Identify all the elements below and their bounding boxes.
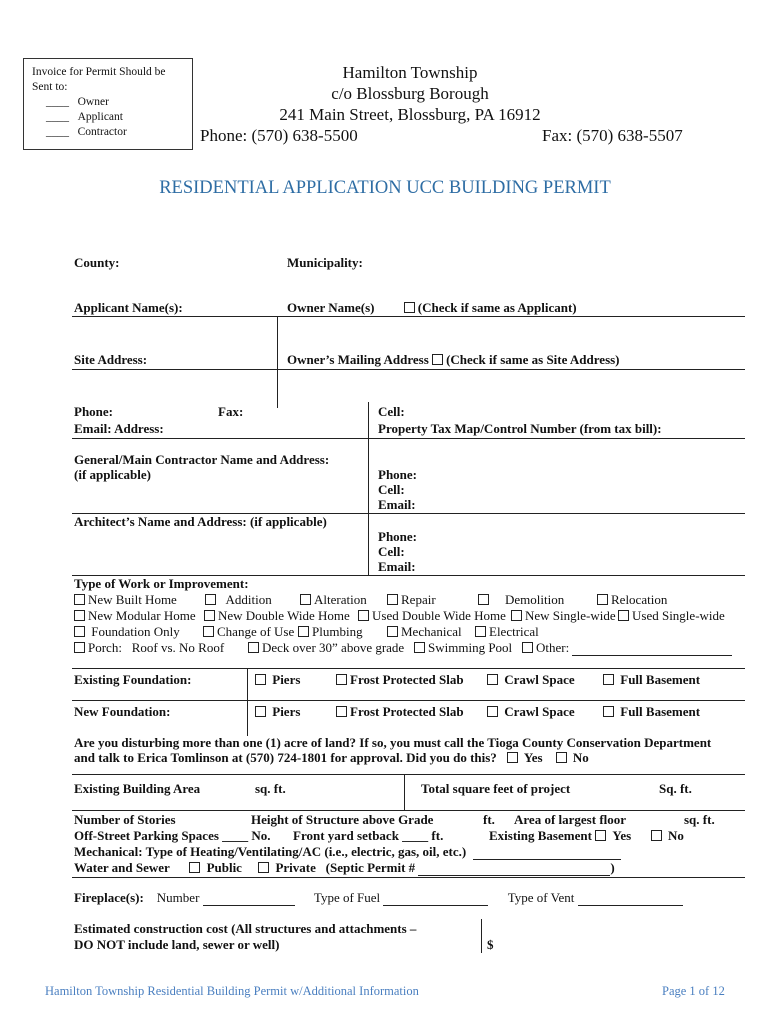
work-repair[interactable] <box>387 592 436 608</box>
checkbox[interactable] <box>603 706 614 717</box>
existing-foundation-basement[interactable] <box>603 672 700 688</box>
checkbox[interactable] <box>204 610 215 621</box>
work-pool[interactable] <box>414 640 512 656</box>
basement-no-label: No <box>667 828 684 843</box>
divider <box>481 919 482 953</box>
work-other[interactable] <box>522 640 732 656</box>
contractor-email-label: Email: <box>378 497 416 512</box>
work-plumbing[interactable] <box>298 624 363 640</box>
basement-yes-checkbox[interactable] <box>595 830 606 841</box>
invoice-option-label: Contractor <box>77 126 127 138</box>
existing-foundation-label: Existing Foundation: <box>74 672 192 687</box>
checkbox[interactable] <box>618 610 629 621</box>
architect-email-label: Email: <box>378 559 416 574</box>
basement-label: Existing Basement <box>489 828 592 843</box>
checkbox[interactable] <box>475 626 486 637</box>
new-foundation-basement[interactable] <box>603 704 700 720</box>
county-label: County: <box>74 255 120 270</box>
work-option-label: Foundation Only <box>91 624 180 639</box>
new-foundation-label: New Foundation: <box>74 704 171 719</box>
footer-page-number: Page 1 of 12 <box>662 984 725 998</box>
contractor-cell-label: Cell: <box>378 482 405 497</box>
fireplace-fuel-label: Type of Fuel <box>313 890 381 905</box>
checkbox[interactable] <box>300 594 311 605</box>
work-option-label: Electrical <box>489 624 539 639</box>
basement-no-checkbox[interactable] <box>651 830 662 841</box>
contractor-phone-label: Phone: <box>378 467 417 482</box>
fireplace-label: Fireplace(s): <box>74 890 144 905</box>
divider <box>72 316 745 317</box>
checkbox[interactable] <box>522 642 533 653</box>
stories-label: Number of Stories <box>74 812 176 827</box>
fireplace-fuel-input[interactable] <box>383 905 488 906</box>
owner-mailing-label: Owner’s Mailing Address <box>287 352 429 367</box>
divider <box>72 877 745 878</box>
header-care-of: c/o Blossburg Borough <box>331 84 489 103</box>
mailing-same-checkbox[interactable] <box>432 354 443 365</box>
contractor-applicable: (if applicable) <box>74 467 151 482</box>
foundation-option-label: Full Basement <box>620 704 701 719</box>
total-sqft-label: Total square feet of project <box>421 781 571 796</box>
septic-paren: ) <box>610 860 615 875</box>
land-yes-label: Yes <box>523 750 543 765</box>
cost-line1: Estimated construction cost (All structures and attachments – <box>74 921 417 936</box>
foundation-option-label: Full Basement <box>620 672 701 687</box>
work-demolition[interactable] <box>478 592 564 608</box>
invoice-line1: Invoice for Permit Should be <box>32 66 166 78</box>
work-electrical[interactable] <box>475 624 539 640</box>
divider <box>72 774 745 775</box>
footer-title: Hamilton Township Residential Building Permit w/Additional Information <box>45 984 419 998</box>
fireplace-number-label: Number <box>156 890 200 905</box>
work-foundation-only[interactable] <box>74 624 180 640</box>
work-porch[interactable] <box>74 640 224 656</box>
architect-label: Architect’s Name and Address: (if applicable) <box>74 514 327 529</box>
divider <box>404 774 405 810</box>
divider <box>277 316 278 408</box>
divider <box>72 369 745 370</box>
work-new-single-wide[interactable] <box>511 608 616 624</box>
checkbox[interactable] <box>358 610 369 621</box>
work-option-label: Plumbing <box>312 624 363 639</box>
architect-phone-label: Phone: <box>378 529 417 544</box>
site-address-label: Site Address: <box>74 352 148 367</box>
divider <box>247 668 248 736</box>
checkbox[interactable] <box>205 594 216 605</box>
land-line2 <box>74 750 589 766</box>
public-label: Public <box>206 860 242 875</box>
foundation-option-label: Piers <box>272 704 301 719</box>
water-sewer-field <box>74 860 615 876</box>
owner-same-checkbox[interactable] <box>404 302 415 313</box>
checkbox[interactable] <box>298 626 309 637</box>
email-label: Email: Address: <box>74 421 164 436</box>
work-new-built-home[interactable] <box>74 592 177 608</box>
other-input-line[interactable] <box>572 655 732 656</box>
checkbox[interactable] <box>603 674 614 685</box>
work-relocation[interactable] <box>597 592 667 608</box>
private-label: Private <box>275 860 316 875</box>
checkbox[interactable] <box>487 674 498 685</box>
basement-field <box>489 828 684 844</box>
cost-dollar: $ <box>487 937 494 952</box>
foundation-option-label: Frost Protected Slab <box>350 672 464 687</box>
invoice-blank: ____ <box>46 96 69 108</box>
work-roof-label: Roof vs. No Roof <box>131 640 225 655</box>
water-label: Water and Sewer <box>74 860 170 875</box>
work-option-label: Swimming Pool <box>428 640 513 655</box>
mechanical-label: Mechanical: Type of Heating/Ventilating/AC (i.e., electric, gas, oil, etc.) <box>74 844 467 859</box>
page-title: RESIDENTIAL APPLICATION UCC BUILDING PERMIT <box>159 178 611 198</box>
invoice-blank: ____ <box>46 126 69 138</box>
checkbox[interactable] <box>597 594 608 605</box>
work-option-label: Addition <box>225 592 272 607</box>
new-foundation-slab[interactable] <box>336 704 464 720</box>
mechanical-field <box>74 844 621 860</box>
applicant-name-label: Applicant Name(s): <box>74 300 183 315</box>
land-no-label: No <box>572 750 589 765</box>
divider <box>72 438 745 439</box>
fireplace-row <box>74 890 683 906</box>
septic-input-line[interactable] <box>418 875 610 876</box>
work-new-modular-home[interactable] <box>74 608 196 624</box>
checkbox[interactable] <box>74 642 85 653</box>
checkbox[interactable] <box>387 594 398 605</box>
checkbox[interactable] <box>387 626 398 637</box>
existing-area-label: Existing Building Area <box>74 781 201 796</box>
invoice-line2: Sent to: <box>32 81 68 93</box>
work-option-label: New Built Home <box>88 592 177 607</box>
new-foundation-piers[interactable] <box>255 704 300 720</box>
owner-name-label: Owner Name(s) <box>287 300 375 315</box>
work-used-single-wide[interactable] <box>618 608 725 624</box>
work-option-label: Other: <box>536 640 570 655</box>
foundation-option-label: Frost Protected Slab <box>350 704 464 719</box>
invoice-option-contractor[interactable] <box>32 125 184 140</box>
land-yes-checkbox[interactable] <box>507 752 518 763</box>
septic-label: (Septic Permit # <box>325 860 416 875</box>
work-option-label: Porch: <box>88 640 122 655</box>
parking-label: Off-Street Parking Spaces ____ No. <box>74 828 271 843</box>
land-no-checkbox[interactable] <box>556 752 567 763</box>
work-deck[interactable] <box>248 640 404 656</box>
header-org: Hamilton Township <box>342 63 478 82</box>
checkbox[interactable] <box>414 642 425 653</box>
architect-cell-label: Cell: <box>378 544 405 559</box>
invoice-blank: ____ <box>46 111 69 123</box>
cell-label: Cell: <box>378 404 405 419</box>
contractor-label: General/Main Contractor Name and Address: <box>74 452 330 467</box>
checkbox[interactable] <box>478 594 489 605</box>
invoice-option-label: Applicant <box>77 111 123 123</box>
existing-foundation-slab[interactable] <box>336 672 464 688</box>
checkbox[interactable] <box>487 706 498 717</box>
work-option-label: Relocation <box>611 592 668 607</box>
checkbox[interactable] <box>336 706 347 717</box>
foundation-option-label: Crawl Space <box>504 672 575 687</box>
height-label: Height of Structure above Grade <box>251 812 434 827</box>
work-option-label: New Modular Home <box>88 608 196 623</box>
mailing-same-label: (Check if same as Site Address) <box>446 352 620 367</box>
work-option-label: Used Double Wide Home <box>372 608 506 623</box>
tax-map-label: Property Tax Map/Control Number (from tax bill): <box>378 421 662 436</box>
land-line1: Are you disturbing more than one (1) acre of land? If so, you must call the Tioga County Conservation Department <box>74 735 712 750</box>
phone-label: Phone: <box>74 404 113 419</box>
work-alteration[interactable] <box>300 592 367 608</box>
invoice-option-label: Owner <box>77 96 109 108</box>
checkbox[interactable] <box>255 706 266 717</box>
checkbox[interactable] <box>74 626 85 637</box>
existing-area-unit: sq. ft. <box>255 781 286 796</box>
work-option-label: New Double Wide Home <box>218 608 350 623</box>
work-option-label: Used Single-wide <box>632 608 725 623</box>
existing-foundation-piers[interactable] <box>255 672 300 688</box>
owner-name-field[interactable] <box>287 300 577 316</box>
owner-mailing-field[interactable] <box>287 352 620 368</box>
header-phone: Phone: (570) 638-5500 <box>200 126 358 145</box>
work-option-label: Demolition <box>505 592 565 607</box>
divider <box>72 668 745 669</box>
basement-yes-label: Yes <box>612 828 632 843</box>
municipality-label: Municipality: <box>287 255 363 270</box>
private-checkbox[interactable] <box>258 862 269 873</box>
fax-label: Fax: <box>218 404 244 419</box>
work-option-label: Mechanical <box>401 624 462 639</box>
existing-foundation-crawl[interactable] <box>487 672 575 688</box>
work-option-label: Alteration <box>314 592 367 607</box>
land-question: and talk to Erica Tomlinson at (570) 724-1801 for approval. Did you do this? <box>74 750 497 765</box>
work-addition[interactable] <box>205 592 272 608</box>
cost-line2: DO NOT include land, sewer or well) <box>74 937 280 952</box>
work-used-double-wide[interactable] <box>358 608 506 624</box>
checkbox[interactable] <box>336 674 347 685</box>
checkbox[interactable] <box>74 594 85 605</box>
largest-floor-unit: sq. ft. <box>684 812 715 827</box>
fireplace-vent-input[interactable] <box>578 905 683 906</box>
height-unit: ft. <box>483 812 495 827</box>
divider <box>72 700 745 701</box>
foundation-option-label: Piers <box>272 672 301 687</box>
divider <box>368 402 369 575</box>
divider <box>72 810 745 811</box>
setback-label: Front yard setback ____ ft. <box>293 828 444 843</box>
checkbox[interactable] <box>511 610 522 621</box>
total-sqft-unit: Sq. ft. <box>659 781 692 796</box>
work-new-double-wide[interactable] <box>204 608 350 624</box>
work-mechanical[interactable] <box>387 624 462 640</box>
header-fax: Fax: (570) 638-5507 <box>542 126 683 145</box>
fireplace-number-input[interactable] <box>203 905 295 906</box>
work-option-label: New Single-wide <box>525 608 616 623</box>
header-address: 241 Main Street, Blossburg, PA 16912 <box>279 105 541 124</box>
invoice-box <box>23 58 193 150</box>
checkbox[interactable] <box>255 674 266 685</box>
invoice-option-owner[interactable] <box>32 95 184 110</box>
work-heading: Type of Work or Improvement: <box>74 576 249 591</box>
checkbox[interactable] <box>74 610 85 621</box>
public-checkbox[interactable] <box>189 862 200 873</box>
invoice-option-applicant[interactable] <box>32 110 184 125</box>
checkbox[interactable] <box>248 642 259 653</box>
owner-same-label: (Check if same as Applicant) <box>417 300 577 315</box>
new-foundation-crawl[interactable] <box>487 704 575 720</box>
largest-floor-label: Area of largest floor <box>514 812 627 827</box>
work-change-of-use[interactable] <box>203 624 294 640</box>
work-option-label: Repair <box>401 592 436 607</box>
checkbox[interactable] <box>203 626 214 637</box>
work-option-label: Change of Use <box>217 624 295 639</box>
work-option-label: Deck over 30” above grade <box>262 640 405 655</box>
fireplace-vent-label: Type of Vent <box>507 890 575 905</box>
foundation-option-label: Crawl Space <box>504 704 575 719</box>
